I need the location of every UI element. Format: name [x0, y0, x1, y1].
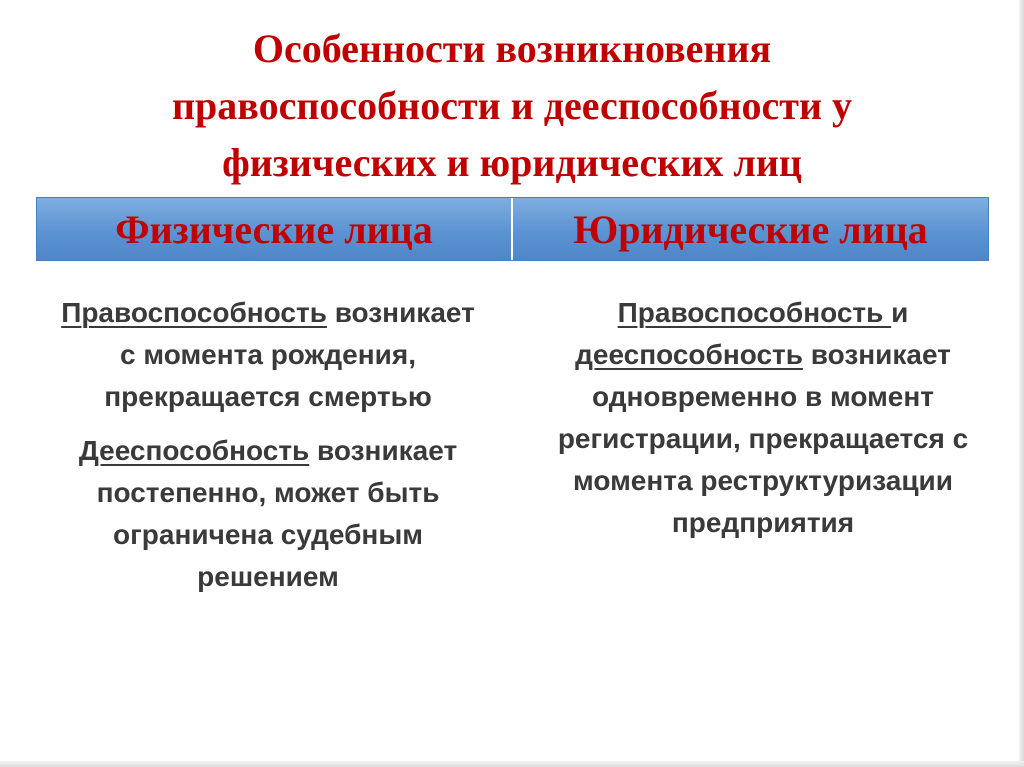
legal-entities-column [528, 292, 998, 544]
legal-paragraph [528, 292, 998, 544]
legal-conjunction: и [891, 297, 909, 328]
table-header-row [36, 197, 989, 261]
physical-competence-term: Дееспособность [78, 435, 310, 466]
physical-competence-paragraph [52, 430, 484, 598]
physical-competence-text: возникает постепенно, может быть ограничена судебным решением [96, 435, 458, 592]
slide-edge-shadow-right [1019, 0, 1024, 767]
header-physical-persons: Физические лица [37, 198, 513, 260]
physical-persons-column [52, 292, 484, 598]
physical-capacity-paragraph [52, 292, 484, 418]
legal-text: возникает одновременно в момент регистрации, прекращается с момента реструктуризации предприятия [557, 339, 969, 538]
physical-capacity-text: возникает с момента рождения, прекращается смертью [104, 297, 475, 412]
title-line-3: физических и юридических лиц [222, 140, 802, 185]
legal-capacity-term: Правоспособность [617, 297, 892, 328]
title-line-2: правоспособности и дееспособности у [172, 83, 852, 128]
slide-edge-shadow-bottom [0, 761, 1024, 767]
title-line-1: Особенности возникновения [252, 26, 772, 71]
header-legal-entities: Юридические лица [573, 206, 928, 252]
legal-competence-term: дееспособность [575, 339, 803, 370]
slide-title [70, 20, 954, 191]
physical-capacity-term: Правоспособность [61, 297, 327, 328]
